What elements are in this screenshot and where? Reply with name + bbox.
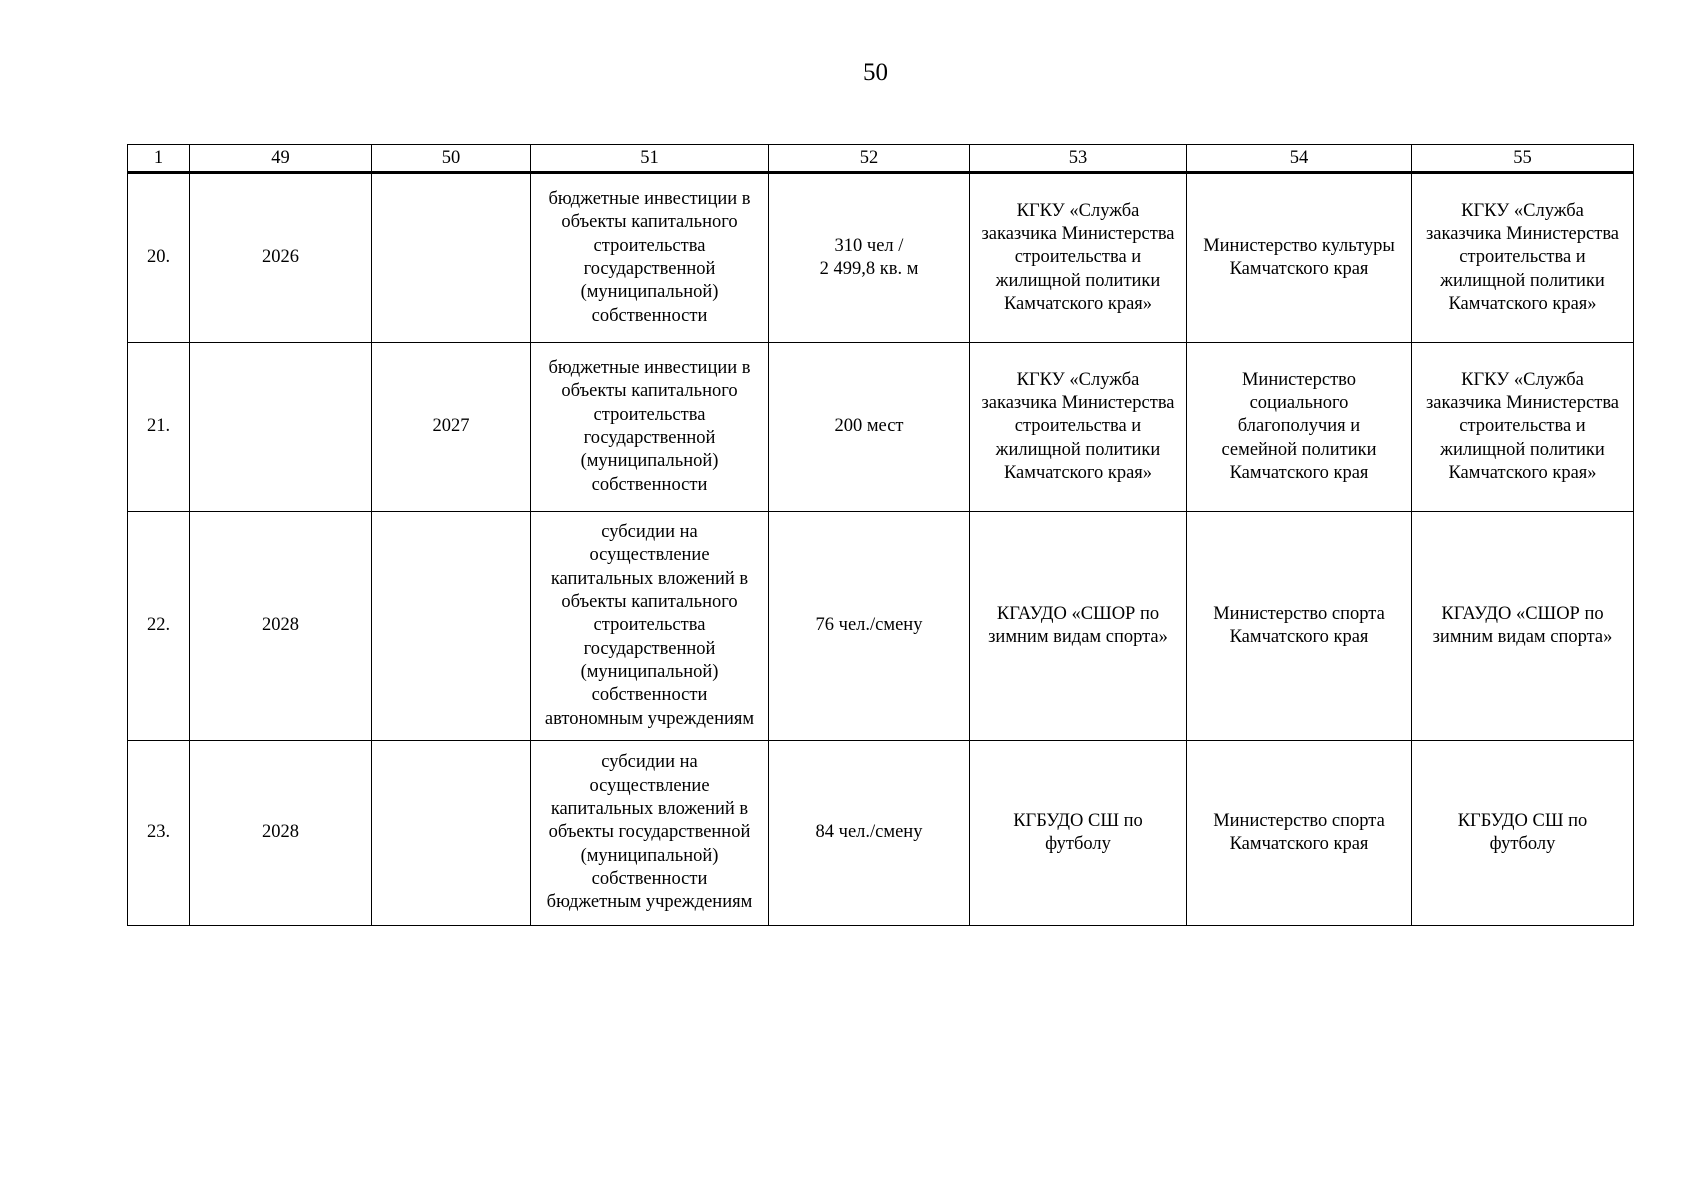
page-number: 50 (863, 59, 888, 86)
header-cell: 53 (970, 145, 1187, 173)
cell-line: капитальных вложений в (550, 568, 749, 589)
cell-line: КГАУДО «СШОР по (1441, 603, 1604, 624)
data-table (127, 144, 1634, 926)
cell-line: строительства (593, 615, 706, 636)
header-cell: 52 (769, 145, 970, 173)
table-cell-c51 (531, 512, 769, 741)
cell-line: Камчатского края (1229, 627, 1369, 647)
table-cell-c52 (769, 343, 970, 512)
table-cell-c50 (372, 173, 531, 343)
cell-line: КГКУ «Служба (1016, 369, 1140, 390)
cell-line: строительства и (1014, 416, 1142, 437)
table-cell-c53 (970, 343, 1187, 512)
table-row (128, 741, 1634, 926)
table-cell-c55 (1412, 512, 1634, 741)
cell-line: бюджетные инвестиции в (548, 189, 751, 210)
cell-line: объекты капитального (561, 381, 738, 402)
header-cell: 51 (531, 145, 769, 173)
cell-line: Министерство культуры (1203, 235, 1395, 256)
cell-line: заказчика Министерства (981, 224, 1175, 245)
cell-line: заказчика Министерства (981, 393, 1175, 414)
cell-line: собственности (591, 685, 708, 706)
cell-line: Камчатского края» (1448, 462, 1597, 483)
cell-line: государственной (583, 259, 716, 279)
table-cell-c52 (769, 741, 970, 926)
cell-line: 76 чел./смену (815, 615, 923, 636)
table-cell-c55 (1412, 343, 1634, 512)
cell-line: (муниципальной) (580, 451, 719, 472)
table-cell-c50: 2027 (372, 343, 531, 512)
cell-line: (муниципальной) (580, 661, 719, 682)
cell-line: осуществление (589, 545, 710, 566)
cell-line: Камчатского края (1229, 834, 1369, 854)
cell-line: Министерство (1241, 369, 1357, 390)
cell-line: Камчатского края (1229, 259, 1369, 279)
cell-line: Министерство спорта (1213, 810, 1385, 831)
cell-line: заказчика Министерства (1425, 393, 1620, 414)
cell-line: строительства (593, 404, 706, 425)
table-cell-c49: 2028 (190, 512, 372, 741)
header-cell: 49 (190, 145, 372, 173)
table-cell-c49: 2028 (190, 741, 372, 926)
header-cell: 1 (128, 145, 190, 173)
cell-line: КГКУ «Служба (1461, 369, 1584, 390)
cell-line: благополучия и (1237, 416, 1361, 437)
cell-line: КГКУ «Служба (1016, 200, 1140, 221)
header-row (128, 145, 1634, 173)
cell-line: (муниципальной) (580, 282, 719, 303)
cell-line: жилищной политики (995, 270, 1161, 291)
table-cell-c51 (531, 173, 769, 343)
table-cell-c52 (769, 173, 970, 343)
table-cell-c49 (190, 343, 372, 512)
header-cell: 54 (1187, 145, 1412, 173)
cell-line: заказчика Министерства (1425, 224, 1620, 245)
cell-line: 310 чел / (834, 235, 904, 256)
table-cell-c50 (372, 741, 531, 926)
cell-line: автономным учреждениям (544, 708, 755, 729)
table-cell-c52 (769, 512, 970, 741)
table-cell-c53 (970, 173, 1187, 343)
table-cell-c54 (1187, 343, 1412, 512)
cell-line: государственной (583, 428, 716, 448)
cell-line: осуществление (589, 775, 710, 796)
cell-line: государственной (583, 638, 716, 659)
table-cell-c54 (1187, 741, 1412, 926)
cell-line: собственности (591, 868, 708, 889)
cell-line: объекты капитального (561, 212, 738, 233)
table-cell-c55 (1412, 741, 1634, 926)
table-cell-c51 (531, 741, 769, 926)
header-cell: 50 (372, 145, 531, 173)
table-cell-num: 23. (128, 741, 190, 926)
cell-line: жилищной политики (1440, 439, 1605, 460)
cell-line: 2 499,8 кв. м (819, 259, 919, 279)
cell-line: бюджетные инвестиции в (548, 358, 751, 379)
cell-line: Камчатского края» (1448, 293, 1597, 314)
cell-line: КГБУДО СШ по (1457, 810, 1588, 831)
table-cell-c49: 2026 (190, 173, 372, 343)
cell-line: строительства и (1459, 416, 1586, 437)
table-cell-c53 (970, 741, 1187, 926)
cell-line: зимним видам спорта» (988, 627, 1168, 647)
table-row (128, 343, 1634, 512)
cell-line: бюджетным учреждениям (546, 892, 753, 913)
cell-line: строительства (593, 235, 706, 256)
table-cell-num: 21. (128, 343, 190, 512)
cell-line: КГАУДО «СШОР по (996, 603, 1160, 624)
cell-line: Камчатского края (1229, 462, 1369, 483)
cell-line: Камчатского края» (1003, 462, 1153, 483)
cell-line: собственности (591, 474, 708, 495)
cell-line: 84 чел./смену (815, 822, 923, 843)
cell-line: социального (1249, 393, 1349, 414)
cell-line: 200 мест (834, 416, 904, 437)
table-cell-c54 (1187, 512, 1412, 741)
cell-line: субсидии на (601, 752, 698, 773)
cell-line: футболу (1045, 834, 1111, 854)
cell-line: собственности (591, 305, 708, 326)
table-row (128, 173, 1634, 343)
cell-line: объекты государственной (548, 822, 751, 843)
table-cell-num: 20. (128, 173, 190, 343)
header-cell: 55 (1412, 145, 1634, 173)
cell-line: семейной политики (1221, 439, 1377, 460)
table-cell-c54 (1187, 173, 1412, 343)
cell-line: строительства и (1459, 247, 1586, 268)
cell-line: футболу (1489, 834, 1556, 854)
cell-line: КГБУДО СШ по (1013, 810, 1143, 831)
cell-line: Министерство спорта (1213, 603, 1385, 624)
cell-line: объекты капитального (561, 592, 738, 613)
cell-line: строительства и (1014, 247, 1142, 268)
cell-line: зимним видам спорта» (1432, 627, 1613, 647)
table-cell-c51 (531, 343, 769, 512)
cell-line: (муниципальной) (580, 845, 719, 866)
cell-line: субсидии на (601, 522, 698, 543)
table-cell-c55 (1412, 173, 1634, 343)
cell-line: жилищной политики (995, 439, 1161, 460)
table-row (128, 512, 1634, 741)
cell-line: Камчатского края» (1003, 293, 1153, 314)
cell-line: капитальных вложений в (550, 799, 749, 820)
table-cell-c50 (372, 512, 531, 741)
cell-line: КГКУ «Служба (1461, 200, 1584, 221)
table-cell-num: 22. (128, 512, 190, 741)
cell-line: жилищной политики (1440, 270, 1605, 291)
table-cell-c53 (970, 512, 1187, 741)
